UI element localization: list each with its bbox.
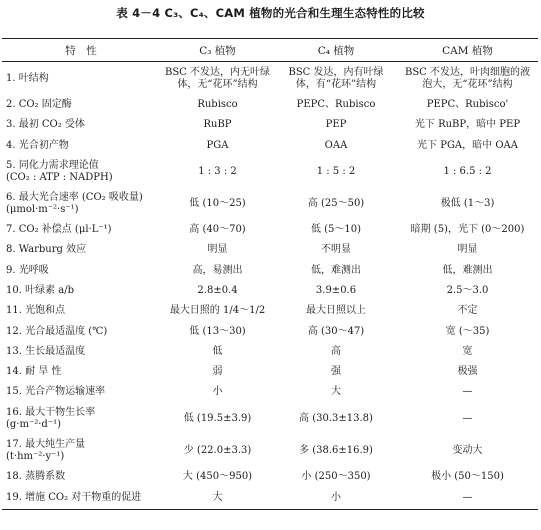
cell-line: 高 (25～50) <box>307 197 365 209</box>
cam-value <box>397 220 538 240</box>
table-caption: 表 4－4 C₃、C₄、CAM 植物的光合和生理生态特性的比较 <box>116 6 425 20</box>
row-label <box>2 95 160 115</box>
cell-line: 2.8±0.4 <box>197 284 238 296</box>
table-row <box>2 382 538 402</box>
cell-line: 多 (38.6±16.9) <box>299 444 373 456</box>
row-label <box>2 156 160 188</box>
cell-line: 弱 <box>212 366 223 378</box>
cell-line: 泡大，无“花环”结构 <box>422 78 513 90</box>
table-row <box>2 156 538 188</box>
c3-value <box>160 62 275 96</box>
cell-line: 2.5～3.0 <box>446 284 489 296</box>
cell-line: 8. Warburg 效应 <box>6 244 87 256</box>
comparison-table <box>2 38 538 510</box>
c4-value <box>275 188 397 220</box>
cell-line: 暗期 (5)，光下 (0～200) <box>410 224 525 236</box>
c4-value <box>275 240 397 260</box>
cell-line: 低，难测出 <box>311 264 361 276</box>
c4-value <box>275 382 397 402</box>
cell-line: 高 (40～70) <box>189 224 246 236</box>
cell-line: 高，易测出 <box>192 264 243 276</box>
c3-value <box>160 136 275 156</box>
c4-value <box>275 95 397 115</box>
cell-line: (CO₂ : ATP : NADPH) <box>6 171 113 183</box>
table-row <box>2 240 538 260</box>
cell-line: 19. 增施 CO₂ 对干物重的促进 <box>6 491 142 503</box>
c3-value <box>160 95 275 115</box>
cell-line: (t·hm⁻²·y⁻¹) <box>6 450 65 462</box>
cell-line: 强 <box>331 366 341 378</box>
cell-line: 变动大 <box>452 444 483 456</box>
c4-value <box>275 62 397 96</box>
table-row <box>2 487 538 510</box>
row-label <box>2 220 160 240</box>
table-row <box>2 95 538 115</box>
table-row <box>2 188 538 220</box>
table-row <box>2 62 538 96</box>
cell-line: 最大日照的 1/4～1/2 <box>169 305 266 317</box>
cam-value <box>397 467 538 487</box>
table-row <box>2 362 538 382</box>
cam-value <box>397 281 538 301</box>
cell-line: 18. 蒸腾系数 <box>6 470 66 482</box>
cam-value <box>397 342 538 362</box>
cell-line: 17. 最大纯生产量 <box>6 438 86 450</box>
c3-value <box>160 301 275 321</box>
cell-line: 10. 叶绿素 a/b <box>6 284 74 296</box>
cell-line: Rubisco <box>197 99 238 111</box>
cam-value <box>397 95 538 115</box>
cell-line: — <box>462 386 473 398</box>
cam-value <box>397 301 538 321</box>
row-label <box>2 188 160 220</box>
c4-value <box>275 467 397 487</box>
cell-line: 光下 RuBP，暗中 PEP <box>414 119 521 131</box>
cam-value <box>397 321 538 341</box>
c4-value <box>275 342 397 362</box>
cell-line: 极强 <box>457 366 478 378</box>
row-label <box>2 260 160 280</box>
c3-value <box>160 281 275 301</box>
cell-line: 明显 <box>207 244 228 256</box>
row-label <box>2 403 160 435</box>
cell-line: 1 : 6.5 : 2 <box>443 165 492 177</box>
c4-value <box>275 487 397 510</box>
cell-line: 高 (30～47) <box>307 325 365 337</box>
c3-value <box>160 260 275 280</box>
cell-line: 11. 光饱和点 <box>6 305 66 317</box>
header-c3: C₃ 植物 <box>160 39 275 62</box>
cell-line: 极小 (50～150) <box>431 470 504 482</box>
header-c4: C₄ 植物 <box>275 39 397 62</box>
cell-line: 宽 (～35) <box>445 325 490 337</box>
row-label <box>2 382 160 402</box>
cell-line: 低 (5～10) <box>310 224 362 236</box>
cell-line: 7. CO₂ 补偿点 (μl·L⁻¹) <box>6 224 112 236</box>
row-label <box>2 467 160 487</box>
cell-line: 15. 光合产物运输速率 <box>6 386 106 398</box>
cell-line: 16. 最大干物生长率 <box>6 406 96 418</box>
cell-line: 小 <box>331 491 341 503</box>
cell-line: 9. 光呼吸 <box>6 264 49 276</box>
c3-value <box>160 188 275 220</box>
c3-value <box>160 342 275 362</box>
cell-line: 1 : 5 : 2 <box>316 165 356 177</box>
cell-line: BSC 不发达，内无叶绿 <box>164 66 271 78</box>
table-row <box>2 403 538 435</box>
cam-value <box>397 403 538 435</box>
table-row <box>2 260 538 280</box>
cell-line: RuBP <box>203 119 232 131</box>
cell-line: 低 <box>212 345 223 357</box>
cam-value <box>397 188 538 220</box>
c4-value <box>275 281 397 301</box>
cam-value <box>397 115 538 135</box>
cell-line: 体，无“花环”结构 <box>177 78 258 90</box>
c4-value <box>275 220 397 240</box>
cell-line: 宽 <box>462 345 473 357</box>
cell-line: 明显 <box>457 244 478 256</box>
row-label <box>2 62 160 96</box>
row-label <box>2 240 160 260</box>
row-label <box>2 115 160 135</box>
cell-line: 低 (19.5±3.9) <box>183 412 252 424</box>
table-row <box>2 220 538 240</box>
cam-value <box>397 487 538 510</box>
c3-value <box>160 220 275 240</box>
cam-value <box>397 62 538 96</box>
cell-line: 高 (30.3±13.8) <box>299 412 373 424</box>
c4-value <box>275 435 397 467</box>
table-row <box>2 115 538 135</box>
cam-value <box>397 156 538 188</box>
cell-line: PGA <box>206 139 229 151</box>
row-label <box>2 281 160 301</box>
cell-line: 高 <box>331 345 341 357</box>
c3-value <box>160 156 275 188</box>
row-label <box>2 321 160 341</box>
header-trait: 特 性 <box>2 39 160 62</box>
cam-value <box>397 240 538 260</box>
cell-line: 低 (10～25) <box>189 197 246 209</box>
row-label <box>2 362 160 382</box>
cell-line: PEPC、Rubisco <box>296 99 376 111</box>
c3-value <box>160 487 275 510</box>
header-row <box>2 39 538 62</box>
cell-line: 不明显 <box>321 244 351 256</box>
table-row <box>2 435 538 467</box>
table-row <box>2 342 538 362</box>
cell-line: 光下 PGA，暗中 OAA <box>417 139 518 151</box>
cell-line: — <box>462 491 473 503</box>
c4-value <box>275 156 397 188</box>
cell-line: 2. CO₂ 固定酶 <box>6 99 72 111</box>
header-cam: CAM 植物 <box>397 39 538 62</box>
cam-value <box>397 260 538 280</box>
cell-line: 5. 同化力需求理论值 <box>6 159 99 171</box>
table-row <box>2 281 538 301</box>
c3-value <box>160 115 275 135</box>
cell-line: 大 <box>212 491 223 503</box>
row-label <box>2 136 160 156</box>
row-label <box>2 487 160 510</box>
table-row <box>2 136 538 156</box>
cell-line: 不定 <box>457 305 478 317</box>
c4-value <box>275 115 397 135</box>
cell-line: 14. 耐 旱 性 <box>6 366 62 378</box>
cell-line: PEP <box>325 119 347 131</box>
cell-line: 12. 光合最适温度 (℃) <box>6 325 108 337</box>
cell-line: (μmol·m⁻²·s⁻¹) <box>6 203 79 215</box>
cell-line: 4. 光合初产物 <box>6 139 69 151</box>
cam-value <box>397 382 538 402</box>
row-label <box>2 342 160 362</box>
row-label <box>2 435 160 467</box>
cell-line: 低，难测出 <box>442 264 493 276</box>
row-label <box>2 301 160 321</box>
cell-line: BSC 不发达，叶肉细胞的液 <box>404 66 531 78</box>
c4-value <box>275 260 397 280</box>
c3-value <box>160 382 275 402</box>
cell-line: 大 <box>331 386 341 398</box>
table-body <box>2 62 538 510</box>
c3-value <box>160 321 275 341</box>
c4-value <box>275 403 397 435</box>
cell-line: 极低 (1～3) <box>440 197 495 209</box>
cell-line: 少 (22.0±3.3) <box>183 444 252 456</box>
cell-line: OAA <box>324 139 348 151</box>
cell-line: 低 (13～30) <box>189 325 246 337</box>
cam-value <box>397 136 538 156</box>
c3-value <box>160 403 275 435</box>
c4-value <box>275 301 397 321</box>
cell-line: (g·m⁻²·d⁻¹) <box>6 418 62 430</box>
cam-value <box>397 435 538 467</box>
cell-line: 1 : 3 : 2 <box>198 165 237 177</box>
cell-line: 6. 最大光合速率 (CO₂ 吸收量) <box>6 191 143 203</box>
c4-value <box>275 136 397 156</box>
cell-line: 3. 最初 CO₂ 受体 <box>6 119 85 131</box>
cell-line: 3.9±0.6 <box>315 284 357 296</box>
cell-line: 体，有“花环”结构 <box>295 78 377 90</box>
cell-line: 小 <box>212 386 223 398</box>
c3-value <box>160 435 275 467</box>
cell-line: 13. 生长最适温度 <box>6 345 86 357</box>
cell-line: — <box>462 412 473 424</box>
table-row <box>2 321 538 341</box>
c3-value <box>160 362 275 382</box>
cell-line: PEPC、Rubisco' <box>426 99 509 111</box>
cell-line: 小 (250～350) <box>301 470 371 482</box>
table-row <box>2 467 538 487</box>
cell-line: BSC 发达，内有叶绿 <box>288 66 384 78</box>
c4-value <box>275 321 397 341</box>
cell-line: 大 (450～950) <box>182 470 253 482</box>
cell-line: 1. 叶结构 <box>6 72 49 84</box>
c3-value <box>160 240 275 260</box>
table-row <box>2 301 538 321</box>
cell-line: 最大日照以上 <box>306 305 366 317</box>
c3-value <box>160 467 275 487</box>
c4-value <box>275 362 397 382</box>
cam-value <box>397 362 538 382</box>
